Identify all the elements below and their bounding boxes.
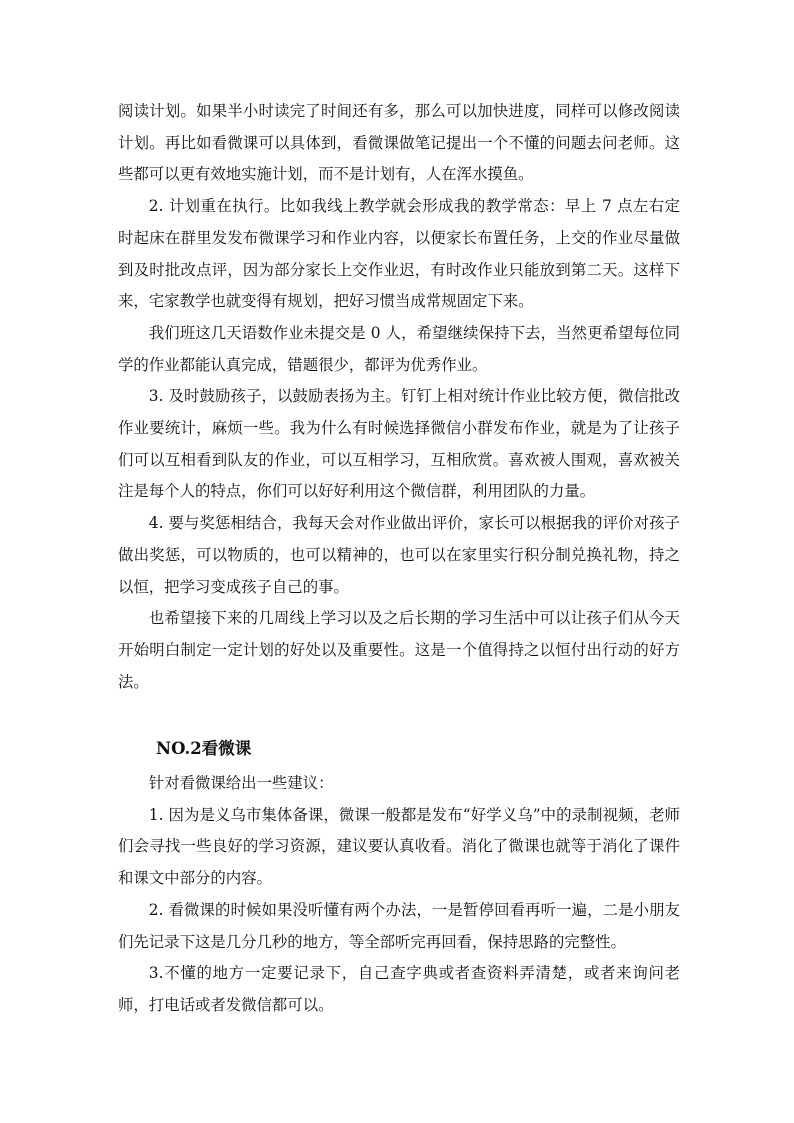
paragraph-homework-status: 我们班这几天语数作业未提交是 0 人，希望继续保持下去，当然更希望每位同学的作业都能认真完成，错题很少，都评为优秀作业。 [118, 323, 680, 374]
section-heading: NO.2看微课 [156, 739, 252, 759]
paragraph-reading-plan: 阅读计划。如果半小时读完了时间还有多，那么可以加快进度，同样可以修改阅读计划。再比如看微课可以具体到，看微课做笔记提出一个不懂的问题去问老师。这些都可以更有效地实施计划，而不是计划有，人在浑水摸鱼。 [118, 102, 680, 184]
document-body [118, 96, 680, 1022]
paragraph-micro-lesson-intro: 针对看微课给出一些建议： [148, 774, 334, 793]
paragraph-micro-lesson-tip-2: 2. 看微课的时候如果没听懂有两个办法，一是暂停回看再听一遍，二是小朋友们先记录下这是几分几秒的地方，等全部听完再回看，保持思路的完整性。 [118, 900, 680, 951]
paragraph-micro-lesson-tip-1: 1. 因为是义乌市集体备课，微课一般都是发布“好学义乌”中的录制视频，老师们会寻找一些良好的学习资源，建议要认真收看。消化了微课也就等于消化了课件和课文中部分的内容。 [118, 805, 680, 888]
paragraph-rewards-punishments: 4. 要与奖惩相结合，我每天会对作业做出评价，家长可以根据我的评价对孩子做出奖惩，可以物质的，也可以精神的，也可以在家里实行积分制兑换礼物，持之以恒，把学习变成孩子自己的事。 [118, 514, 680, 596]
paragraph-plan-execution: 2. 计划重在执行。比如我线上教学就会形成我的教学常态：早上 7 点左右定时起床在群里发发布微课学习和作业内容，以便家长布置任务，上交的作业尽量做到及时批改点评，因为部分家长上交作业迟，有时改作业只能放到第二天。这样下来，宅家教学也就变得有规划，把好习惯当成常规固定下来。 [118, 197, 680, 311]
paragraph-encourage-children: 3. 及时鼓励孩子，以鼓励表扬为主。钉钉上相对统计作业比较方便，微信批改作业要统计，麻烦一些。我为什么有时候选择微信小群发布作业，就是为了让孩子们可以互相看到队友的作业，可以互相学习，互相欣赏。喜欢被人围观，喜欢被关注是每个人的特点，你们可以好好利用这个微信群，利用团队的力量。 [118, 387, 680, 501]
paragraph-micro-lesson-tip-3: 3.不懂的地方一定要记录下，自己查字典或者查资料弄清楚，或者来询问老师，打电话或者发微信都可以。 [118, 964, 680, 1014]
paragraph-conclusion: 也希望接下来的几周线上学习以及之后长期的学习生活中可以让孩子们从今天开始明白制定一定计划的好处以及重要性。这是一个值得持之以恒付出行动的好方法。 [118, 609, 680, 691]
